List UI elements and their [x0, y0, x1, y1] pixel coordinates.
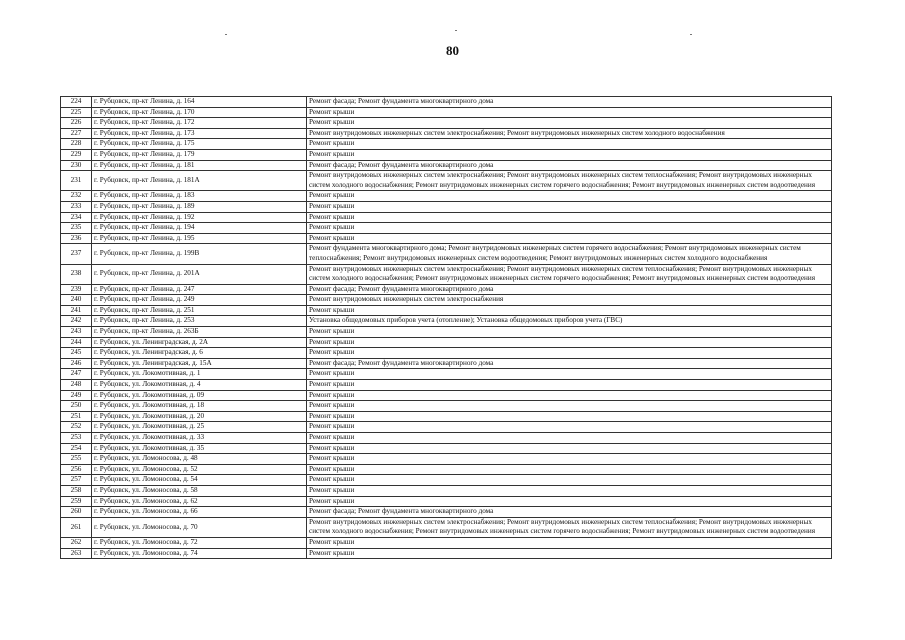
address-cell: г. Рубцовск, ул. Локомотивная, д. 20 [92, 411, 307, 422]
table-row [61, 191, 832, 202]
row-number-cell: 242 [61, 316, 92, 327]
works-cell: Ремонт крыши [307, 305, 832, 316]
table-row [61, 537, 832, 548]
address-cell: г. Рубцовск, пр-кт Ленина, д. 199В [92, 244, 307, 264]
table-row [61, 454, 832, 465]
table-row [61, 443, 832, 454]
table-row [61, 327, 832, 338]
works-cell: Ремонт крыши [307, 454, 832, 465]
address-cell: г. Рубцовск, ул. Ломоносова, д. 62 [92, 496, 307, 507]
table-row [61, 464, 832, 475]
address-cell: г. Рубцовск, пр-кт Ленина, д. 181 [92, 160, 307, 171]
address-cell: г. Рубцовск, ул. Ленинградская, д. 15А [92, 358, 307, 369]
works-table [60, 96, 832, 559]
works-cell: Ремонт крыши [307, 337, 832, 348]
table-row [61, 401, 832, 412]
table-row [61, 485, 832, 496]
table-row [61, 316, 832, 327]
address-cell: г. Рубцовск, пр-кт Ленина, д. 253 [92, 316, 307, 327]
row-number-cell: 236 [61, 233, 92, 244]
works-cell: Ремонт крыши [307, 380, 832, 391]
works-cell: Ремонт крыши [307, 401, 832, 412]
row-number-cell: 260 [61, 507, 92, 518]
row-number-cell: 230 [61, 160, 92, 171]
row-number-cell: 239 [61, 284, 92, 295]
address-cell: г. Рубцовск, пр-кт Ленина, д. 172 [92, 118, 307, 129]
address-cell: г. Рубцовск, пр-кт Ленина, д. 251 [92, 305, 307, 316]
table-row [61, 171, 832, 191]
row-number-cell: 256 [61, 464, 92, 475]
works-cell: Ремонт крыши [307, 348, 832, 359]
row-number-cell: 227 [61, 128, 92, 139]
row-number-cell: 250 [61, 401, 92, 412]
table-row [61, 149, 832, 160]
table-row [61, 517, 832, 537]
table-row [61, 422, 832, 433]
works-cell: Ремонт внутридомовых инженерных систем электроснабжения; Ремонт внутридомовых инженерных систем теплоснабжения; Ремонт внутридомовых инженерных систем холодного водоснабжения; Ремонт внутридомовых инженерных систем горячего водоснабжения; Ремонт внутридомовых инженерных систем водоотведения [307, 517, 832, 537]
address-cell: г. Рубцовск, пр-кт Ленина, д. 173 [92, 128, 307, 139]
row-number-cell: 238 [61, 264, 92, 284]
table-row [61, 507, 832, 518]
table-row [61, 380, 832, 391]
row-number-cell: 246 [61, 358, 92, 369]
address-cell: г. Рубцовск, ул. Локомотивная, д. 33 [92, 433, 307, 444]
address-cell: г. Рубцовск, пр-кт Ленина, д. 263Б [92, 327, 307, 338]
row-number-cell: 235 [61, 223, 92, 234]
row-number-cell: 258 [61, 485, 92, 496]
table-row [61, 139, 832, 150]
row-number-cell: 233 [61, 201, 92, 212]
row-number-cell: 251 [61, 411, 92, 422]
table-row [61, 433, 832, 444]
table-row [61, 118, 832, 129]
row-number-cell: 255 [61, 454, 92, 465]
works-cell: Ремонт крыши [307, 223, 832, 234]
address-cell: г. Рубцовск, ул. Ленинградская, д. 6 [92, 348, 307, 359]
row-number-cell: 253 [61, 433, 92, 444]
address-cell: г. Рубцовск, пр-кт Ленина, д. 201А [92, 264, 307, 284]
address-cell: г. Рубцовск, ул. Ломоносова, д. 54 [92, 475, 307, 486]
address-cell: г. Рубцовск, ул. Ломоносова, д. 66 [92, 507, 307, 518]
works-cell: Ремонт крыши [307, 433, 832, 444]
scan-speck [225, 34, 227, 35]
row-number-cell: 224 [61, 97, 92, 108]
scan-speck [690, 34, 692, 35]
works-cell: Ремонт фасада; Ремонт фундамента многоквартирного дома [307, 97, 832, 108]
row-number-cell: 245 [61, 348, 92, 359]
address-cell: г. Рубцовск, ул. Локомотивная, д. 09 [92, 390, 307, 401]
address-cell: г. Рубцовск, ул. Ломоносова, д. 48 [92, 454, 307, 465]
table-row [61, 97, 832, 108]
table-row [61, 369, 832, 380]
row-number-cell: 249 [61, 390, 92, 401]
table-row [61, 107, 832, 118]
table-row [61, 160, 832, 171]
table-row [61, 548, 832, 559]
works-cell: Ремонт крыши [307, 496, 832, 507]
table-row [61, 233, 832, 244]
works-cell: Ремонт фасада; Ремонт фундамента многоквартирного дома [307, 284, 832, 295]
row-number-cell: 248 [61, 380, 92, 391]
row-number-cell: 226 [61, 118, 92, 129]
row-number-cell: 229 [61, 149, 92, 160]
row-number-cell: 247 [61, 369, 92, 380]
works-cell: Ремонт крыши [307, 475, 832, 486]
row-number-cell: 243 [61, 327, 92, 338]
address-cell: г. Рубцовск, ул. Локомотивная, д. 1 [92, 369, 307, 380]
works-cell: Ремонт крыши [307, 118, 832, 129]
address-cell: г. Рубцовск, пр-кт Ленина, д. 170 [92, 107, 307, 118]
works-cell: Ремонт внутридомовых инженерных систем электроснабжения; Ремонт внутридомовых инженерных систем теплоснабжения; Ремонт внутридомовых инженерных систем холодного водоснабжения; Ремонт внутридомовых инженерных систем горячего водоснабжения; Ремонт внутридомовых инженерных систем водоотведения [307, 264, 832, 284]
scan-speck [455, 30, 457, 31]
table-row [61, 358, 832, 369]
works-cell: Ремонт крыши [307, 537, 832, 548]
works-cell: Ремонт крыши [307, 485, 832, 496]
table-row [61, 201, 832, 212]
row-number-cell: 262 [61, 537, 92, 548]
table-row [61, 305, 832, 316]
row-number-cell: 244 [61, 337, 92, 348]
works-cell: Ремонт фасада; Ремонт фундамента многоквартирного дома [307, 507, 832, 518]
address-cell: г. Рубцовск, пр-кт Ленина, д. 175 [92, 139, 307, 150]
works-cell: Ремонт крыши [307, 548, 832, 559]
works-cell: Ремонт фундамента многоквартирного дома; Ремонт внутридомовых инженерных систем горячего водоснабжения; Ремонт внутридомовых инженерных систем теплоснабжения; Ремонт внутридомовых инженерных систем водоотведения; Ремонт внутридомовых инженерных систем холодного водоснабжения [307, 244, 832, 264]
address-cell: г. Рубцовск, ул. Ленинградская, д. 2А [92, 337, 307, 348]
works-cell: Ремонт фасада; Ремонт фундамента многоквартирного дома [307, 160, 832, 171]
works-cell: Ремонт крыши [307, 327, 832, 338]
works-cell: Ремонт фасада; Ремонт фундамента многоквартирного дома [307, 358, 832, 369]
works-cell: Ремонт крыши [307, 443, 832, 454]
address-cell: г. Рубцовск, пр-кт Ленина, д. 192 [92, 212, 307, 223]
works-cell: Ремонт крыши [307, 464, 832, 475]
row-number-cell: 259 [61, 496, 92, 507]
row-number-cell: 237 [61, 244, 92, 264]
works-cell: Ремонт внутридомовых инженерных систем электроснабжения [307, 295, 832, 306]
works-cell: Ремонт крыши [307, 369, 832, 380]
address-cell: г. Рубцовск, пр-кт Ленина, д. 194 [92, 223, 307, 234]
row-number-cell: 261 [61, 517, 92, 537]
table-row [61, 264, 832, 284]
address-cell: г. Рубцовск, ул. Ломоносова, д. 74 [92, 548, 307, 559]
row-number-cell: 254 [61, 443, 92, 454]
table-row [61, 223, 832, 234]
table-row [61, 496, 832, 507]
works-cell: Ремонт крыши [307, 139, 832, 150]
address-cell: г. Рубцовск, пр-кт Ленина, д. 181А [92, 171, 307, 191]
works-cell: Ремонт крыши [307, 212, 832, 223]
address-cell: г. Рубцовск, ул. Ломоносова, д. 58 [92, 485, 307, 496]
table-row [61, 348, 832, 359]
address-cell: г. Рубцовск, ул. Локомотивная, д. 25 [92, 422, 307, 433]
address-cell: г. Рубцовск, ул. Ломоносова, д. 52 [92, 464, 307, 475]
works-table-body [61, 97, 832, 559]
works-cell: Ремонт крыши [307, 422, 832, 433]
table-row [61, 337, 832, 348]
row-number-cell: 234 [61, 212, 92, 223]
address-cell: г. Рубцовск, пр-кт Ленина, д. 164 [92, 97, 307, 108]
works-cell: Ремонт крыши [307, 201, 832, 212]
works-cell: Ремонт крыши [307, 191, 832, 202]
table-row [61, 411, 832, 422]
row-number-cell: 241 [61, 305, 92, 316]
address-cell: г. Рубцовск, ул. Локомотивная, д. 18 [92, 401, 307, 412]
address-cell: г. Рубцовск, пр-кт Ленина, д. 183 [92, 191, 307, 202]
works-cell: Ремонт внутридомовых инженерных систем электроснабжения; Ремонт внутридомовых инженерных систем холодного водоснабжения [307, 128, 832, 139]
table-row [61, 295, 832, 306]
row-number-cell: 232 [61, 191, 92, 202]
works-cell: Ремонт крыши [307, 390, 832, 401]
address-cell: г. Рубцовск, пр-кт Ленина, д. 195 [92, 233, 307, 244]
address-cell: г. Рубцовск, ул. Ломоносова, д. 70 [92, 517, 307, 537]
works-cell: Ремонт крыши [307, 107, 832, 118]
works-cell: Ремонт внутридомовых инженерных систем электроснабжения; Ремонт внутридомовых инженерных систем теплоснабжения; Ремонт внутридомовых инженерных систем холодного водоснабжения; Ремонт внутридомовых инженерных систем горячего водоснабжения; Ремонт внутридомовых инженерных систем водоотведения [307, 171, 832, 191]
page-number: 80 [446, 43, 459, 58]
table-row [61, 475, 832, 486]
row-number-cell: 225 [61, 107, 92, 118]
address-cell: г. Рубцовск, пр-кт Ленина, д. 179 [92, 149, 307, 160]
table-row [61, 390, 832, 401]
table-row [61, 128, 832, 139]
works-cell: Ремонт крыши [307, 233, 832, 244]
address-cell: г. Рубцовск, ул. Локомотивная, д. 35 [92, 443, 307, 454]
works-cell: Установка общедомовых приборов учета (отопление); Установка общедомовых приборов учета (ГВС) [307, 316, 832, 327]
address-cell: г. Рубцовск, ул. Локомотивная, д. 4 [92, 380, 307, 391]
row-number-cell: 257 [61, 475, 92, 486]
works-cell: Ремонт крыши [307, 149, 832, 160]
works-cell: Ремонт крыши [307, 411, 832, 422]
table-row [61, 244, 832, 264]
address-cell: г. Рубцовск, пр-кт Ленина, д. 189 [92, 201, 307, 212]
row-number-cell: 263 [61, 548, 92, 559]
row-number-cell: 240 [61, 295, 92, 306]
table-row [61, 212, 832, 223]
row-number-cell: 252 [61, 422, 92, 433]
row-number-cell: 231 [61, 171, 92, 191]
row-number-cell: 228 [61, 139, 92, 150]
address-cell: г. Рубцовск, ул. Ломоносова, д. 72 [92, 537, 307, 548]
table-row [61, 284, 832, 295]
address-cell: г. Рубцовск, пр-кт Ленина, д. 249 [92, 295, 307, 306]
address-cell: г. Рубцовск, пр-кт Ленина, д. 247 [92, 284, 307, 295]
